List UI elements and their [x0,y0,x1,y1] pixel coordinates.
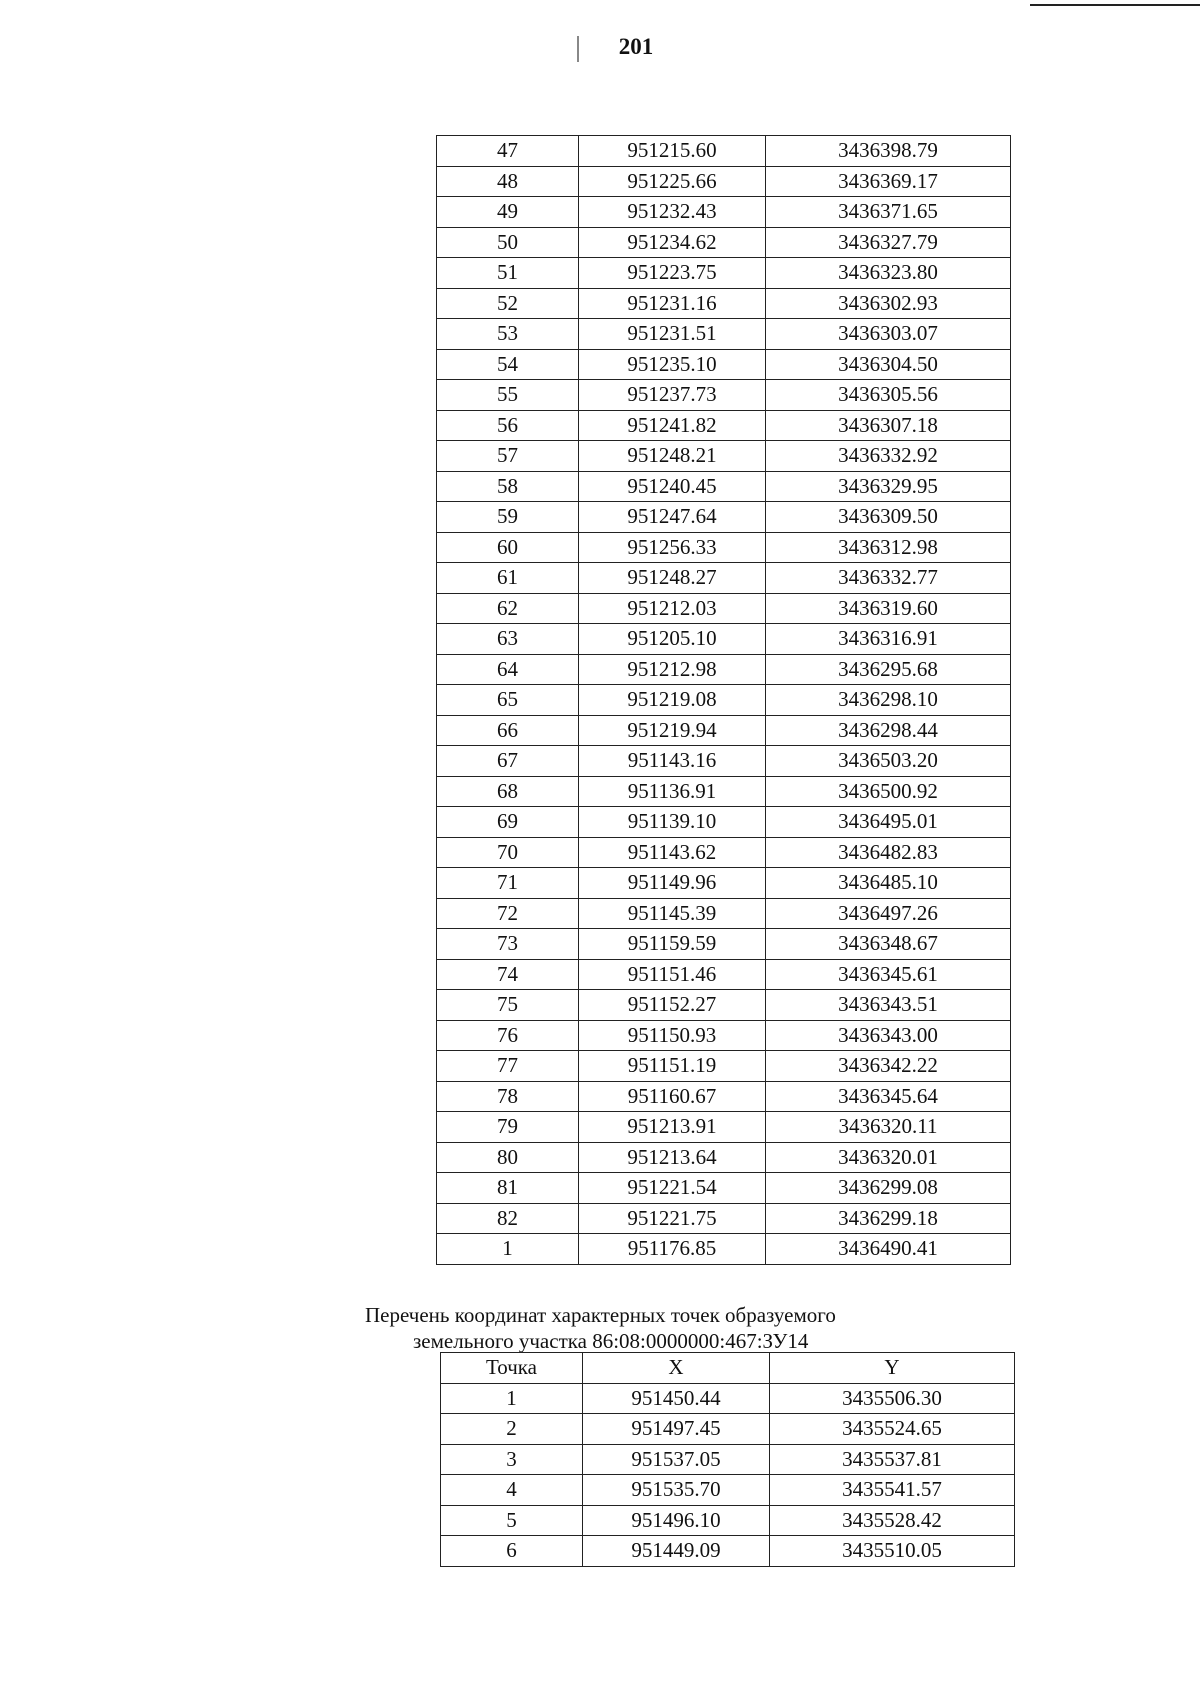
cell-point: 79 [437,1112,579,1143]
cell-x: 951247.64 [579,502,766,533]
cell-x: 951215.60 [579,136,766,167]
cell-y: 3436332.92 [766,441,1011,472]
cell-y: 3435537.81 [770,1444,1015,1475]
cell-y: 3436343.51 [766,990,1011,1021]
table-row [437,410,1011,441]
cell-y: 3436500.92 [766,776,1011,807]
cell-x: 951241.82 [579,410,766,441]
cell-x: 951212.03 [579,593,766,624]
cell-point: 69 [437,807,579,838]
cell-x: 951149.96 [579,868,766,899]
table-row [437,1203,1011,1234]
table-row [441,1414,1015,1445]
table-row [437,624,1011,655]
cell-x: 951143.16 [579,746,766,777]
page-number-text: 201 [618,34,654,59]
cell-point: 61 [437,563,579,594]
plot-coordinates-table-body [441,1383,1015,1566]
cell-y: 3436298.10 [766,685,1011,716]
table-row [437,776,1011,807]
cell-point: 74 [437,959,579,990]
cell-y: 3435524.65 [770,1414,1015,1445]
cell-x: 951176.85 [579,1234,766,1265]
cell-point: 72 [437,898,579,929]
cell-x: 951231.16 [579,288,766,319]
cell-x: 951232.43 [579,197,766,228]
cell-x: 951143.62 [579,837,766,868]
cell-x: 951240.45 [579,471,766,502]
cell-point: 57 [437,441,579,472]
cell-x: 951535.70 [583,1475,770,1506]
cell-y: 3436299.18 [766,1203,1011,1234]
table-row [437,1051,1011,1082]
table-row [437,868,1011,899]
cell-x: 951213.64 [579,1142,766,1173]
cell-point: 52 [437,288,579,319]
table-row [437,898,1011,929]
cell-y: 3436495.01 [766,807,1011,838]
cell-y: 3436309.50 [766,502,1011,533]
cell-y: 3436319.60 [766,593,1011,624]
cell-x: 951151.19 [579,1051,766,1082]
cell-point: 53 [437,319,579,350]
cell-point: 1 [437,1234,579,1265]
cell-x: 951235.10 [579,349,766,380]
cell-point: 49 [437,197,579,228]
table-row [437,1112,1011,1143]
cell-x: 951450.44 [583,1383,770,1414]
cell-y: 3436332.77 [766,563,1011,594]
table-row [437,197,1011,228]
table-row [437,380,1011,411]
table-row [441,1505,1015,1536]
table-row [437,685,1011,716]
top-edge-rule [1030,4,1200,6]
cell-point: 64 [437,654,579,685]
cell-point: 58 [437,471,579,502]
cell-y: 3436298.44 [766,715,1011,746]
table-row [437,654,1011,685]
cell-point: 78 [437,1081,579,1112]
cell-point: 5 [441,1505,583,1536]
cell-y: 3436327.79 [766,227,1011,258]
table-row [437,1081,1011,1112]
cell-x: 951160.67 [579,1081,766,1112]
cell-y: 3436345.61 [766,959,1011,990]
cell-y: 3436482.83 [766,837,1011,868]
table-row [441,1536,1015,1567]
table-row [441,1444,1015,1475]
cell-point: 56 [437,410,579,441]
cell-point: 81 [437,1173,579,1204]
cell-y: 3436343.00 [766,1020,1011,1051]
table-row [437,807,1011,838]
cell-y: 3436503.20 [766,746,1011,777]
cell-x: 951136.91 [579,776,766,807]
header-y: Y [770,1353,1015,1384]
cell-y: 3436299.08 [766,1173,1011,1204]
table-row [437,471,1011,502]
cell-y: 3436295.68 [766,654,1011,685]
table-row [437,349,1011,380]
cell-x: 951234.62 [579,227,766,258]
cell-y: 3436320.01 [766,1142,1011,1173]
table-row [437,990,1011,1021]
cell-x: 951152.27 [579,990,766,1021]
cell-x: 951248.27 [579,563,766,594]
table-row [437,1020,1011,1051]
cell-point: 60 [437,532,579,563]
cell-point: 1 [441,1383,583,1414]
cell-y: 3436329.95 [766,471,1011,502]
cell-y: 3435506.30 [770,1383,1015,1414]
cell-x: 951225.66 [579,166,766,197]
cell-point: 71 [437,868,579,899]
table-row [437,319,1011,350]
cell-y: 3436398.79 [766,136,1011,167]
cell-y: 3436304.50 [766,349,1011,380]
cell-point: 66 [437,715,579,746]
cell-y: 3436305.56 [766,380,1011,411]
cell-y: 3436345.64 [766,1081,1011,1112]
table-row [441,1475,1015,1506]
cell-x: 951219.08 [579,685,766,716]
table-row [437,715,1011,746]
cell-y: 3436490.41 [766,1234,1011,1265]
table-header-row [441,1353,1015,1384]
cell-point: 59 [437,502,579,533]
table-row [437,532,1011,563]
cell-y: 3435510.05 [770,1536,1015,1567]
table-row [437,1234,1011,1265]
cell-y: 3436307.18 [766,410,1011,441]
cell-y: 3436312.98 [766,532,1011,563]
cell-x: 951150.93 [579,1020,766,1051]
cell-y: 3435541.57 [770,1475,1015,1506]
cell-y: 3436371.65 [766,197,1011,228]
cell-point: 70 [437,837,579,868]
coordinates-table-body [437,136,1011,1265]
cell-x: 951497.45 [583,1414,770,1445]
cell-point: 77 [437,1051,579,1082]
cell-y: 3436342.22 [766,1051,1011,1082]
cell-x: 951159.59 [579,929,766,960]
scan-mark [577,36,579,62]
caption-line-2: земельного участка 86:08:0000000:467:ЗУ14 [413,1329,809,1353]
table-row [437,837,1011,868]
header-x: X [583,1353,770,1384]
cell-point: 63 [437,624,579,655]
cell-y: 3436316.91 [766,624,1011,655]
table-row [437,258,1011,289]
cell-point: 82 [437,1203,579,1234]
coordinates-table-continued [436,135,1011,1265]
table-row [437,288,1011,319]
table-row [437,441,1011,472]
table-row [437,959,1011,990]
cell-x: 951231.51 [579,319,766,350]
table-row [437,1173,1011,1204]
cell-y: 3436323.80 [766,258,1011,289]
cell-x: 951237.73 [579,380,766,411]
cell-point: 6 [441,1536,583,1567]
table-row [437,746,1011,777]
cell-point: 80 [437,1142,579,1173]
cell-x: 951219.94 [579,715,766,746]
cell-y: 3436320.11 [766,1112,1011,1143]
cell-point: 68 [437,776,579,807]
cell-point: 50 [437,227,579,258]
table-row [437,1142,1011,1173]
cell-x: 951221.54 [579,1173,766,1204]
cell-x: 951537.05 [583,1444,770,1475]
cell-y: 3436497.26 [766,898,1011,929]
cell-point: 73 [437,929,579,960]
cell-point: 76 [437,1020,579,1051]
cell-x: 951449.09 [583,1536,770,1567]
cell-point: 2 [441,1414,583,1445]
cell-point: 55 [437,380,579,411]
cell-point: 62 [437,593,579,624]
cell-point: 67 [437,746,579,777]
cell-y: 3436303.07 [766,319,1011,350]
cell-x: 951213.91 [579,1112,766,1143]
cell-y: 3435528.42 [770,1505,1015,1536]
cell-y: 3436348.67 [766,929,1011,960]
table-row [437,166,1011,197]
cell-x: 951151.46 [579,959,766,990]
cell-x: 951205.10 [579,624,766,655]
page-number [0,34,1200,62]
table-row [437,563,1011,594]
header-point: Точка [441,1353,583,1384]
cell-point: 54 [437,349,579,380]
table-row [441,1383,1015,1414]
cell-point: 51 [437,258,579,289]
cell-point: 65 [437,685,579,716]
cell-y: 3436369.17 [766,166,1011,197]
cell-x: 951223.75 [579,258,766,289]
cell-point: 3 [441,1444,583,1475]
cell-x: 951256.33 [579,532,766,563]
plot-coordinates-table [440,1352,1015,1567]
cell-x: 951248.21 [579,441,766,472]
cell-x: 951139.10 [579,807,766,838]
cell-point: 4 [441,1475,583,1506]
table-row [437,136,1011,167]
cell-y: 3436302.93 [766,288,1011,319]
cell-y: 3436485.10 [766,868,1011,899]
table-row [437,593,1011,624]
cell-point: 75 [437,990,579,1021]
cell-x: 951221.75 [579,1203,766,1234]
caption-line-1: Перечень координат характерных точек образуемого [365,1303,836,1327]
table-row [437,227,1011,258]
table-row [437,929,1011,960]
cell-point: 48 [437,166,579,197]
cell-point: 47 [437,136,579,167]
cell-x: 951496.10 [583,1505,770,1536]
cell-x: 951145.39 [579,898,766,929]
cell-x: 951212.98 [579,654,766,685]
table-row [437,502,1011,533]
